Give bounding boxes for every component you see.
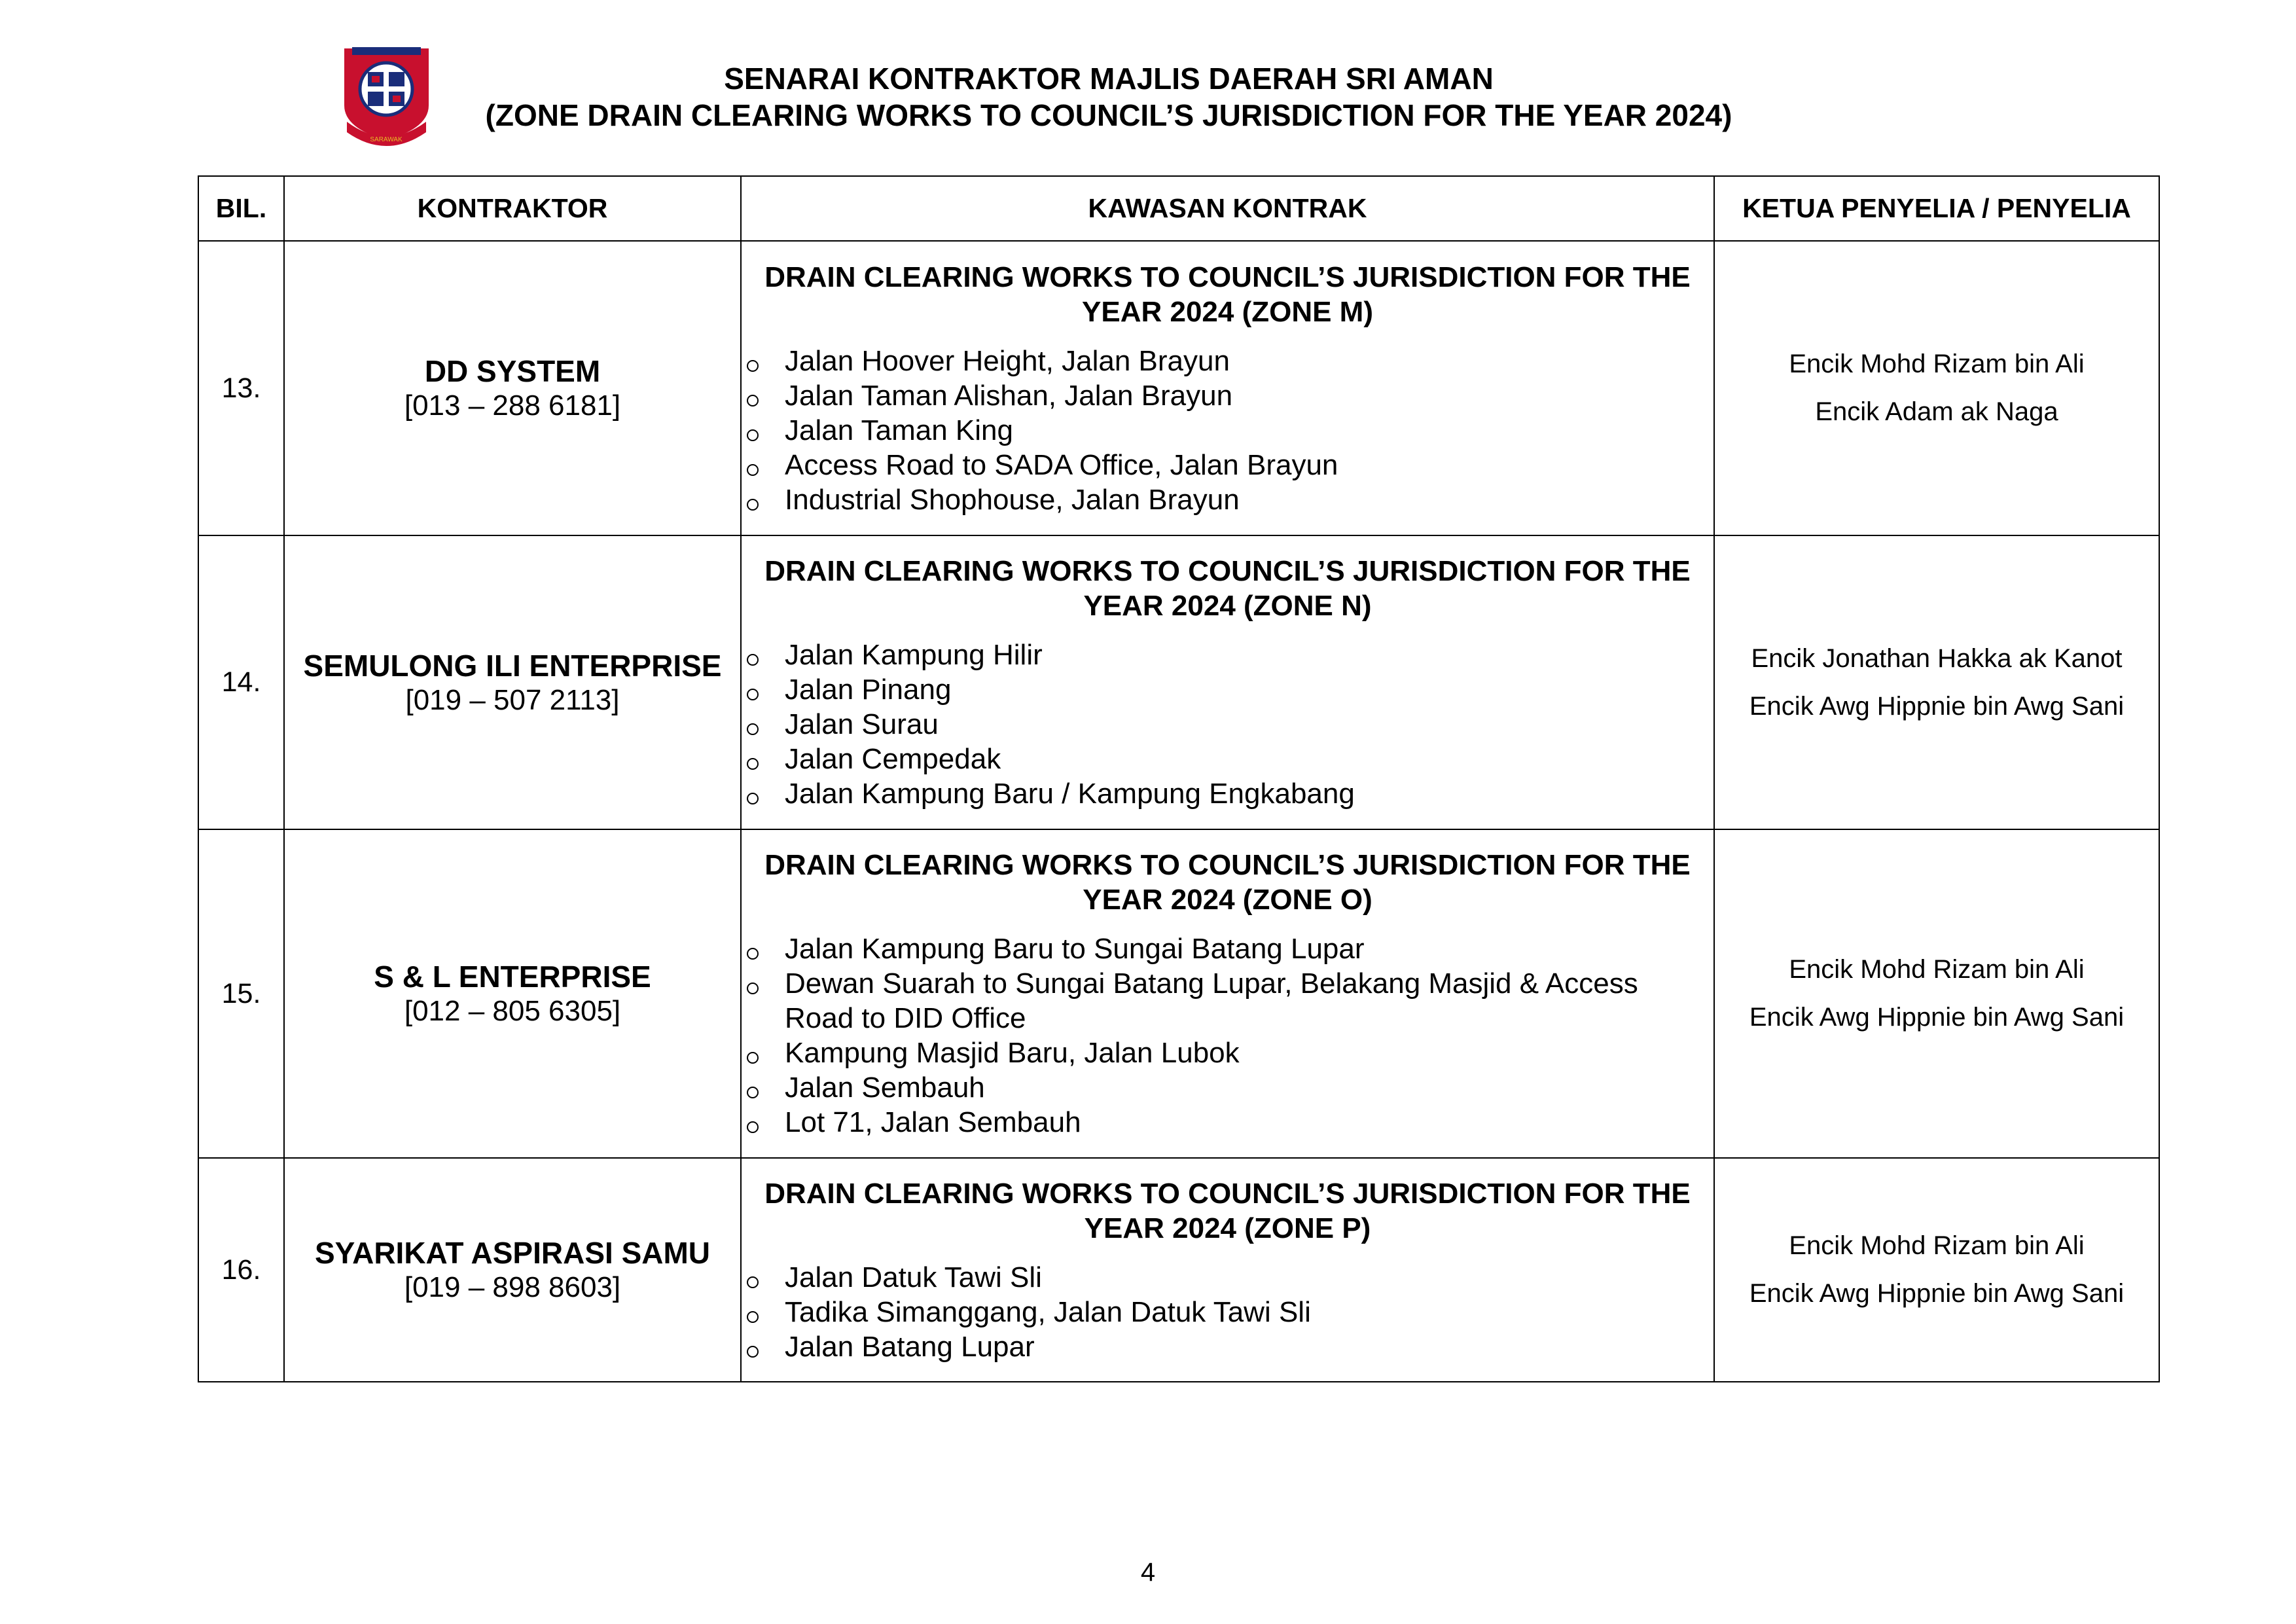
list-item: Jalan Surau xyxy=(742,707,1713,742)
zone-title: DRAIN CLEARING WORKS TO COUNCIL’S JURISDICTION FOR THE YEAR 2024 (ZONE P) xyxy=(764,1177,1691,1244)
row-number: 13. xyxy=(198,241,284,535)
list-item: Jalan Kampung Baru to Sungai Batang Lupar xyxy=(742,931,1713,966)
contractor-phone: [012 – 805 6305] xyxy=(404,995,621,1027)
contractor-name: DD SYSTEM xyxy=(424,354,601,388)
list-item: Jalan Batang Lupar xyxy=(742,1329,1713,1364)
contractor-cell xyxy=(284,535,741,829)
contractor-cell xyxy=(284,1158,741,1382)
list-item: Jalan Sembauh xyxy=(742,1070,1713,1105)
contract-area-cell xyxy=(741,535,1714,829)
list-item: Industrial Shophouse, Jalan Brayun xyxy=(742,482,1713,517)
zone-title: DRAIN CLEARING WORKS TO COUNCIL’S JURISDICTION FOR THE YEAR 2024 (ZONE M) xyxy=(764,261,1691,328)
page-number: 4 xyxy=(1140,1558,1156,1587)
supervisor: Encik Awg Hippnie bin Awg Sani xyxy=(1749,1003,2125,1032)
list-item: Jalan Taman Alishan, Jalan Brayun xyxy=(742,378,1713,413)
list-item: Jalan Taman King xyxy=(742,413,1713,448)
chief-supervisor: Encik Mohd Rizam bin Ali xyxy=(1789,1231,2085,1260)
supervisor: Encik Adam ak Naga xyxy=(1815,397,2058,426)
column-header: KONTRAKTOR xyxy=(284,176,741,241)
table-row xyxy=(198,241,2159,535)
list-item: Jalan Kampung Baru / Kampung Engkabang xyxy=(742,776,1713,811)
list-item: Access Road to SADA Office, Jalan Brayun xyxy=(742,448,1713,482)
page-subtitle: (ZONE DRAIN CLEARING WORKS TO COUNCIL’S JURISDICTION FOR THE YEAR 2024) xyxy=(485,98,1732,132)
list-item: Kampung Masjid Baru, Jalan Lubok xyxy=(742,1036,1713,1070)
contractor-phone: [019 – 898 8603] xyxy=(404,1271,621,1303)
street-list xyxy=(742,638,1713,811)
contractor-name: S & L ENTERPRISE xyxy=(374,960,651,994)
contractor-phone: [019 – 507 2113] xyxy=(405,683,620,716)
contractor-cell xyxy=(284,829,741,1158)
table-row xyxy=(198,1158,2159,1382)
supervisor-cell xyxy=(1714,1158,2159,1382)
list-item: Jalan Hoover Height, Jalan Brayun xyxy=(742,344,1713,378)
page-title: SENARAI KONTRAKTOR MAJLIS DAERAH SRI AMAN xyxy=(724,62,1494,96)
chief-supervisor: Encik Mohd Rizam bin Ali xyxy=(1789,955,2085,984)
contractor-table xyxy=(198,175,2160,1382)
table-header-row xyxy=(198,176,2159,241)
street-list xyxy=(742,1260,1713,1364)
supervisor-cell xyxy=(1714,241,2159,535)
row-number: 15. xyxy=(198,829,284,1158)
contract-area-cell xyxy=(741,1158,1714,1382)
zone-title: DRAIN CLEARING WORKS TO COUNCIL’S JURISDICTION FOR THE YEAR 2024 (ZONE O) xyxy=(764,849,1691,916)
supervisor: Encik Awg Hippnie bin Awg Sani xyxy=(1749,1279,2125,1308)
table-row xyxy=(198,829,2159,1158)
column-header: BIL. xyxy=(198,176,284,241)
contractor-name: SEMULONG ILI ENTERPRISE xyxy=(303,648,722,683)
contract-area-cell xyxy=(741,829,1714,1158)
supervisor-cell xyxy=(1714,829,2159,1158)
chief-supervisor: Encik Mohd Rizam bin Ali xyxy=(1789,350,2085,378)
street-list xyxy=(742,931,1713,1140)
zone-title: DRAIN CLEARING WORKS TO COUNCIL’S JURISDICTION FOR THE YEAR 2024 (ZONE N) xyxy=(764,555,1691,622)
list-item: Tadika Simanggang, Jalan Datuk Tawi Sli xyxy=(742,1295,1713,1329)
column-header: KAWASAN KONTRAK xyxy=(741,176,1714,241)
chief-supervisor: Encik Jonathan Hakka ak Kanot xyxy=(1751,643,2123,673)
list-item: Jalan Pinang xyxy=(742,672,1713,707)
contractor-cell xyxy=(284,241,741,535)
supervisor-cell xyxy=(1714,535,2159,829)
column-header: KETUA PENYELIA / PENYELIA xyxy=(1714,176,2159,241)
logo-text: SARAWAK xyxy=(370,136,403,143)
contract-area-cell xyxy=(741,241,1714,535)
contractor-name: SYARIKAT ASPIRASI SAMU xyxy=(314,1236,711,1270)
list-item: Dewan Suarah to Sungai Batang Lupar, Belakang Masjid & Access Road to DID Office xyxy=(742,966,1713,1036)
supervisor: Encik Awg Hippnie bin Awg Sani xyxy=(1749,691,2125,721)
list-item: Jalan Datuk Tawi Sli xyxy=(742,1260,1713,1295)
row-number: 16. xyxy=(198,1158,284,1382)
street-list xyxy=(742,344,1713,517)
contractor-phone: [013 – 288 6181] xyxy=(404,389,621,422)
list-item: Jalan Cempedak xyxy=(742,742,1713,776)
row-number: 14. xyxy=(198,535,284,829)
table-row xyxy=(198,535,2159,829)
list-item: Lot 71, Jalan Sembauh xyxy=(742,1105,1713,1140)
list-item: Jalan Kampung Hilir xyxy=(742,638,1713,672)
